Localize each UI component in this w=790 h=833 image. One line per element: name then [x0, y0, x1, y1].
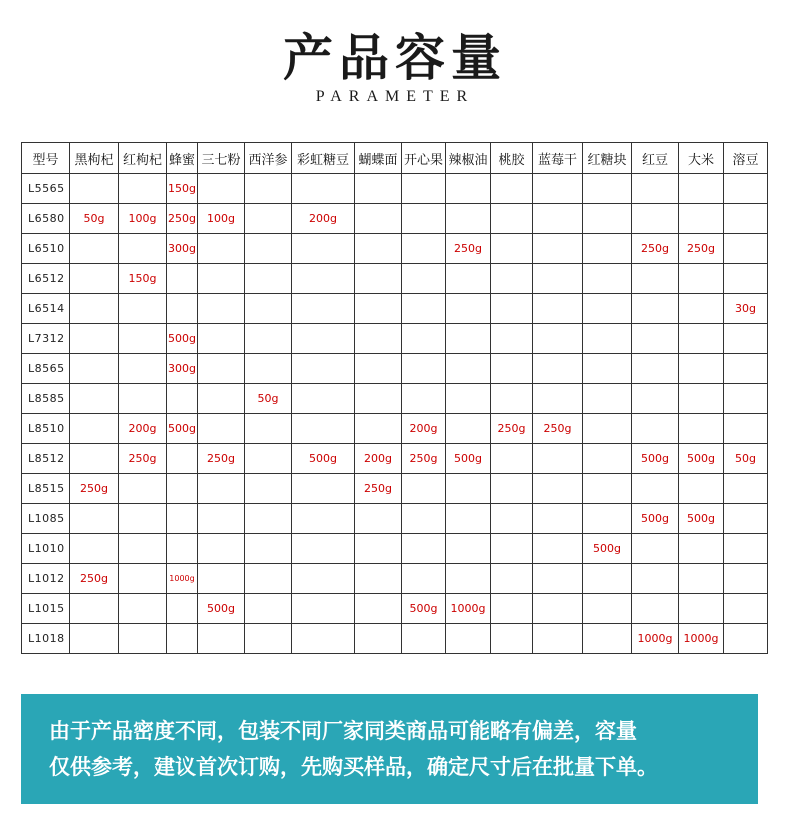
column-header: 西洋参: [245, 143, 292, 174]
capacity-cell: 500g: [679, 444, 724, 474]
capacity-cell: [292, 414, 355, 444]
capacity-cell: 500g: [446, 444, 491, 474]
capacity-cell: [533, 504, 583, 534]
capacity-cell: 100g: [119, 204, 167, 234]
column-header: 红豆: [632, 143, 679, 174]
capacity-cell: [70, 174, 119, 204]
capacity-cell: [245, 534, 292, 564]
capacity-cell: 50g: [724, 444, 768, 474]
capacity-cell: [446, 264, 491, 294]
capacity-cell: [402, 234, 446, 264]
capacity-cell: [119, 174, 167, 204]
page-title: 产品容量: [283, 28, 507, 87]
capacity-cell: [402, 504, 446, 534]
capacity-cell: [583, 564, 632, 594]
capacity-cell: [446, 534, 491, 564]
model-cell: L8512: [22, 444, 70, 474]
capacity-cell: [70, 264, 119, 294]
capacity-cell: 200g: [355, 444, 402, 474]
capacity-cell: [583, 204, 632, 234]
capacity-cell: [355, 204, 402, 234]
capacity-cell: [533, 234, 583, 264]
capacity-cell: [533, 534, 583, 564]
capacity-cell: [292, 174, 355, 204]
capacity-cell: 300g: [167, 354, 198, 384]
capacity-cell: [724, 564, 768, 594]
capacity-cell: [533, 354, 583, 384]
table-row: [22, 264, 768, 294]
capacity-cell: [245, 624, 292, 654]
capacity-cell: [292, 384, 355, 414]
capacity-cell: [491, 474, 533, 504]
capacity-cell: [70, 594, 119, 624]
column-header: 蝴蝶面: [355, 143, 402, 174]
column-header: 蜂蜜: [167, 143, 198, 174]
capacity-cell: [632, 594, 679, 624]
capacity-cell: 250g: [491, 414, 533, 444]
capacity-cell: [583, 504, 632, 534]
model-cell: L1012: [22, 564, 70, 594]
capacity-cell: [292, 234, 355, 264]
notice-line-1: 由于产品密度不同，包装不同厂家同类商品可能略有偏差，容量: [49, 718, 637, 743]
capacity-cell: [533, 474, 583, 504]
capacity-cell: [167, 474, 198, 504]
capacity-cell: [679, 294, 724, 324]
notice-line-2: 仅供参考，建议首次订购，先购买样品，确定尺寸后在批量下单。: [49, 754, 658, 779]
capacity-cell: [119, 384, 167, 414]
capacity-cell: [292, 504, 355, 534]
capacity-cell: [583, 624, 632, 654]
column-header: 彩虹糖豆: [292, 143, 355, 174]
capacity-cell: [402, 534, 446, 564]
capacity-cell: 250g: [632, 234, 679, 264]
capacity-cell: [583, 264, 632, 294]
capacity-cell: [119, 504, 167, 534]
capacity-cell: [70, 534, 119, 564]
capacity-cell: [119, 294, 167, 324]
capacity-cell: [583, 474, 632, 504]
model-cell: L6510: [22, 234, 70, 264]
capacity-cell: [446, 294, 491, 324]
capacity-cell: [198, 624, 245, 654]
capacity-cell: [245, 504, 292, 534]
capacity-cell: [198, 354, 245, 384]
capacity-cell: [632, 324, 679, 354]
capacity-cell: [198, 564, 245, 594]
capacity-cell: [679, 534, 724, 564]
capacity-cell: 100g: [198, 204, 245, 234]
capacity-cell: [679, 204, 724, 234]
capacity-cell: [119, 354, 167, 384]
capacity-cell: 250g: [446, 234, 491, 264]
column-header: 三七粉: [198, 143, 245, 174]
capacity-cell: 500g: [583, 534, 632, 564]
column-header: 辣椒油: [446, 143, 491, 174]
capacity-cell: [198, 504, 245, 534]
capacity-cell: 1000g: [632, 624, 679, 654]
capacity-cell: [632, 294, 679, 324]
capacity-cell: [167, 534, 198, 564]
capacity-cell: [70, 414, 119, 444]
capacity-cell: [724, 594, 768, 624]
capacity-cell: [402, 174, 446, 204]
capacity-cell: [491, 234, 533, 264]
capacity-cell: [491, 204, 533, 234]
model-cell: L8515: [22, 474, 70, 504]
capacity-cell: [167, 624, 198, 654]
capacity-cell: [491, 174, 533, 204]
table-row: [22, 414, 768, 444]
capacity-cell: [292, 294, 355, 324]
capacity-cell: [632, 384, 679, 414]
capacity-cell: 200g: [402, 414, 446, 444]
table-row: [22, 564, 768, 594]
capacity-cell: [679, 594, 724, 624]
capacity-cell: [583, 354, 632, 384]
table-row: [22, 504, 768, 534]
capacity-cell: [402, 624, 446, 654]
capacity-cell: 250g: [167, 204, 198, 234]
capacity-cell: [70, 624, 119, 654]
capacity-cell: 500g: [292, 444, 355, 474]
table-row: [22, 354, 768, 384]
capacity-cell: [632, 534, 679, 564]
capacity-cell: [198, 294, 245, 324]
table-row: [22, 534, 768, 564]
capacity-cell: [632, 264, 679, 294]
capacity-cell: [355, 264, 402, 294]
capacity-cell: [679, 414, 724, 444]
capacity-cell: 150g: [119, 264, 167, 294]
model-cell: L8565: [22, 354, 70, 384]
capacity-cell: [292, 534, 355, 564]
capacity-cell: [724, 534, 768, 564]
capacity-cell: 250g: [533, 414, 583, 444]
capacity-cell: [119, 234, 167, 264]
capacity-cell: [245, 174, 292, 204]
table-row: [22, 204, 768, 234]
capacity-cell: [491, 294, 533, 324]
capacity-cell: [119, 474, 167, 504]
capacity-cell: 50g: [70, 204, 119, 234]
capacity-cell: [402, 384, 446, 414]
capacity-cell: [533, 594, 583, 624]
capacity-cell: [198, 324, 245, 354]
capacity-cell: [446, 204, 491, 234]
capacity-cell: [198, 414, 245, 444]
capacity-cell: [446, 354, 491, 384]
capacity-cell: [70, 324, 119, 354]
capacity-cell: [724, 264, 768, 294]
capacity-cell: 200g: [292, 204, 355, 234]
capacity-cell: [167, 504, 198, 534]
capacity-table: [21, 142, 768, 654]
column-header: 红枸杞: [119, 143, 167, 174]
capacity-cell: [355, 414, 402, 444]
capacity-cell: [198, 234, 245, 264]
capacity-cell: [679, 354, 724, 384]
column-header: 桃胶: [491, 143, 533, 174]
capacity-cell: 300g: [167, 234, 198, 264]
capacity-cell: [632, 354, 679, 384]
capacity-cell: 500g: [402, 594, 446, 624]
capacity-cell: [70, 444, 119, 474]
capacity-cell: [245, 414, 292, 444]
capacity-cell: [355, 384, 402, 414]
capacity-cell: [632, 204, 679, 234]
capacity-cell: [583, 324, 632, 354]
capacity-cell: [245, 564, 292, 594]
capacity-cell: 500g: [632, 444, 679, 474]
capacity-cell: [355, 234, 402, 264]
capacity-cell: [402, 294, 446, 324]
capacity-cell: [724, 624, 768, 654]
capacity-cell: [292, 354, 355, 384]
model-cell: L1018: [22, 624, 70, 654]
capacity-cell: [119, 564, 167, 594]
capacity-cell: [292, 264, 355, 294]
capacity-cell: [245, 354, 292, 384]
capacity-cell: 1000g: [446, 594, 491, 624]
column-header: 黑枸杞: [70, 143, 119, 174]
capacity-cell: [491, 354, 533, 384]
capacity-cell: [724, 384, 768, 414]
model-cell: L1015: [22, 594, 70, 624]
capacity-cell: [198, 384, 245, 414]
capacity-cell: [491, 624, 533, 654]
model-cell: L6580: [22, 204, 70, 234]
table-row: [22, 324, 768, 354]
capacity-cell: 500g: [679, 504, 724, 534]
capacity-cell: [167, 384, 198, 414]
capacity-cell: 500g: [167, 414, 198, 444]
capacity-cell: [632, 414, 679, 444]
column-header: 溶豆: [724, 143, 768, 174]
capacity-cell: [724, 354, 768, 384]
model-cell: L6514: [22, 294, 70, 324]
capacity-cell: [533, 174, 583, 204]
capacity-cell: [355, 354, 402, 384]
table-row: [22, 594, 768, 624]
capacity-cell: 250g: [402, 444, 446, 474]
capacity-cell: [679, 264, 724, 294]
capacity-cell: [292, 324, 355, 354]
capacity-cell: 50g: [245, 384, 292, 414]
capacity-cell: [355, 624, 402, 654]
capacity-cell: [446, 474, 491, 504]
table-row: [22, 444, 768, 474]
capacity-cell: [446, 504, 491, 534]
model-cell: L5565: [22, 174, 70, 204]
capacity-cell: [198, 474, 245, 504]
capacity-cell: [632, 474, 679, 504]
capacity-cell: 250g: [679, 234, 724, 264]
capacity-cell: 250g: [119, 444, 167, 474]
capacity-cell: [632, 174, 679, 204]
capacity-cell: [245, 294, 292, 324]
capacity-cell: [292, 564, 355, 594]
capacity-cell: [245, 204, 292, 234]
capacity-cell: [355, 534, 402, 564]
capacity-cell: [402, 564, 446, 594]
capacity-cell: [119, 324, 167, 354]
capacity-cell: [167, 594, 198, 624]
column-header: 蓝莓干: [533, 143, 583, 174]
capacity-cell: [355, 324, 402, 354]
column-header: 开心果: [402, 143, 446, 174]
capacity-cell: [491, 504, 533, 534]
capacity-cell: [245, 474, 292, 504]
capacity-cell: [245, 264, 292, 294]
capacity-cell: 1000g: [679, 624, 724, 654]
capacity-cell: [446, 624, 491, 654]
page-subtitle: PARAMETER: [315, 88, 475, 105]
capacity-cell: [491, 264, 533, 294]
table-row: [22, 474, 768, 504]
capacity-cell: [533, 444, 583, 474]
model-cell: L6512: [22, 264, 70, 294]
capacity-cell: [446, 384, 491, 414]
capacity-cell: [724, 324, 768, 354]
capacity-cell: [119, 624, 167, 654]
model-cell: L8510: [22, 414, 70, 444]
capacity-cell: [355, 174, 402, 204]
capacity-cell: [245, 444, 292, 474]
capacity-cell: [491, 594, 533, 624]
capacity-cell: [402, 474, 446, 504]
capacity-cell: [724, 414, 768, 444]
capacity-cell: [167, 444, 198, 474]
capacity-cell: [198, 264, 245, 294]
capacity-cell: [632, 564, 679, 594]
capacity-cell: [245, 234, 292, 264]
capacity-cell: [355, 564, 402, 594]
model-cell: L8585: [22, 384, 70, 414]
capacity-cell: 250g: [70, 564, 119, 594]
capacity-cell: [724, 234, 768, 264]
capacity-cell: [70, 384, 119, 414]
capacity-cell: [402, 324, 446, 354]
capacity-cell: [679, 384, 724, 414]
capacity-cell: [533, 564, 583, 594]
capacity-cell: [446, 564, 491, 594]
capacity-cell: [583, 594, 632, 624]
table-row: [22, 174, 768, 204]
capacity-cell: [292, 624, 355, 654]
table-header-row: [22, 143, 768, 174]
capacity-cell: [533, 204, 583, 234]
notice-banner: [21, 694, 758, 804]
table-row: [22, 624, 768, 654]
column-header: 型号: [22, 143, 70, 174]
capacity-cell: 500g: [167, 324, 198, 354]
capacity-cell: [355, 504, 402, 534]
capacity-cell: [402, 264, 446, 294]
capacity-cell: [724, 204, 768, 234]
capacity-cell: [355, 294, 402, 324]
capacity-cell: [583, 174, 632, 204]
model-cell: L1085: [22, 504, 70, 534]
capacity-cell: [198, 534, 245, 564]
capacity-cell: [491, 324, 533, 354]
capacity-cell: [533, 324, 583, 354]
capacity-cell: [446, 324, 491, 354]
capacity-cell: [583, 234, 632, 264]
capacity-cell: 250g: [198, 444, 245, 474]
capacity-cell: [70, 504, 119, 534]
capacity-cell: [533, 624, 583, 654]
table-row: [22, 294, 768, 324]
capacity-cell: [679, 474, 724, 504]
table-row: [22, 234, 768, 264]
capacity-cell: [446, 414, 491, 444]
capacity-cell: [583, 294, 632, 324]
capacity-cell: [491, 564, 533, 594]
capacity-cell: [167, 264, 198, 294]
capacity-cell: [292, 594, 355, 624]
capacity-cell: [70, 294, 119, 324]
capacity-cell: [491, 534, 533, 564]
capacity-cell: [245, 594, 292, 624]
capacity-cell: 500g: [198, 594, 245, 624]
capacity-cell: [679, 174, 724, 204]
capacity-cell: [724, 474, 768, 504]
capacity-cell: [533, 264, 583, 294]
capacity-cell: [292, 474, 355, 504]
capacity-cell: [167, 294, 198, 324]
capacity-cell: [533, 294, 583, 324]
capacity-cell: 200g: [119, 414, 167, 444]
capacity-cell: 500g: [632, 504, 679, 534]
column-header: 红糖块: [583, 143, 632, 174]
capacity-cell: [679, 324, 724, 354]
capacity-cell: [724, 504, 768, 534]
capacity-cell: [583, 414, 632, 444]
capacity-cell: [446, 174, 491, 204]
column-header: 大米: [679, 143, 724, 174]
capacity-cell: 250g: [70, 474, 119, 504]
capacity-cell: [119, 594, 167, 624]
table-row: [22, 384, 768, 414]
capacity-cell: [583, 384, 632, 414]
capacity-cell: [70, 354, 119, 384]
capacity-cell: [119, 534, 167, 564]
capacity-cell: [70, 234, 119, 264]
capacity-cell: [491, 444, 533, 474]
model-cell: L7312: [22, 324, 70, 354]
capacity-cell: [533, 384, 583, 414]
capacity-cell: 1000g: [167, 564, 198, 594]
capacity-cell: [402, 354, 446, 384]
capacity-cell: [583, 444, 632, 474]
model-cell: L1010: [22, 534, 70, 564]
capacity-cell: [724, 174, 768, 204]
capacity-cell: [491, 384, 533, 414]
capacity-cell: [402, 204, 446, 234]
capacity-cell: [198, 174, 245, 204]
capacity-cell: [679, 564, 724, 594]
capacity-cell: 150g: [167, 174, 198, 204]
table-body: [22, 174, 768, 654]
capacity-cell: [355, 594, 402, 624]
capacity-cell: 250g: [355, 474, 402, 504]
capacity-cell: [245, 324, 292, 354]
capacity-cell: 30g: [724, 294, 768, 324]
